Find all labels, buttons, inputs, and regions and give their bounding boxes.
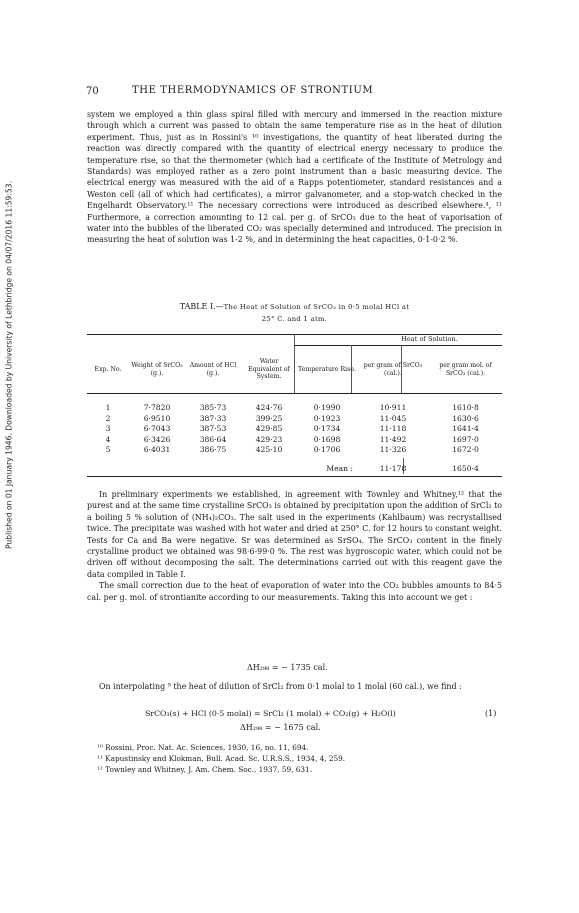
- cell: 4: [105, 434, 111, 444]
- table-span-row: [87, 334, 502, 346]
- equation-delta-h-1: ΔH₂₉₈ = − 1735 cal.: [247, 663, 328, 672]
- cell: 7·7820: [143, 403, 171, 412]
- paragraph-2: [87, 489, 502, 603]
- table-caption-label: TABLE I.—: [179, 302, 224, 311]
- mean-label: Mean :: [326, 463, 353, 473]
- equation-delta-h-2: ΔH₂₉₈ = − 1675 cal.: [240, 723, 321, 732]
- table-header-row: [87, 346, 502, 393]
- footnote-10: ¹⁰ Rossini, Proc. Nat. Ac. Sciences, 1930, 16, no. 11, 694.: [97, 743, 309, 752]
- mean-per-mol: 1650·4: [452, 463, 479, 473]
- paragraph-1: [87, 109, 502, 246]
- paragraph-2-text: In preliminary experiments we established, in agreement with Townley and Whitney,¹² that the purest and at the same time crystalline SrCO₃ is obtained by precipitation upon the addition of SrCl₂ to a boiling 5 % solution of (NH₄)₂CO₃. The salt used in the experiments (Kahlbaum) was recrystallised twice. The precipitate was washed with hot water and dried at 250° C. for 12 hours to constant weight. Tests for Ca and Ba were negative. Sr was determined as SrSO₄. The SrCO₃ content in the finely crystalline product we obtained was 98·6-99·0 %. The rest was hygroscopic water, which could not be driven off without decomposing the salt. The determinations carried out with this reagent gave the data compiled in Table I.: [87, 490, 502, 579]
- span-header: Heat of Solution.: [401, 335, 458, 344]
- table-caption-text: The Heat of Solution of SrCO₃ in 0·5 molal HCl at: [223, 303, 410, 311]
- table-row: [87, 445, 502, 456]
- col-header: per gram of SrCO₃ (cal.).: [363, 362, 423, 377]
- col-header: per gram mol. of SrCO₃ (cal.).: [439, 362, 492, 377]
- col-header: Temperature Rise.: [298, 365, 356, 373]
- col-header: Exp. No.: [94, 365, 122, 373]
- cell: 385·73: [199, 403, 227, 412]
- cell: 11·045: [379, 413, 407, 423]
- cell: 386·75: [199, 445, 227, 455]
- cell: 0·1698: [313, 434, 341, 444]
- col-header: Weight of SrCO₃ (g.).: [131, 362, 183, 377]
- table-row: [87, 435, 502, 446]
- table-row: [87, 403, 502, 414]
- cell: 5: [105, 445, 111, 455]
- paragraph-4: [87, 681, 502, 692]
- table-row: [87, 414, 502, 425]
- table-mean-row: [87, 464, 502, 475]
- table-caption: [87, 301, 502, 325]
- cell: 1630·6: [452, 413, 479, 423]
- cell: 10·911: [379, 403, 407, 412]
- cell: 11·492: [379, 434, 407, 444]
- cell: 6·4031: [143, 445, 171, 455]
- cell: 425·10: [255, 445, 283, 455]
- col-header: Amount of HCl (g.).: [189, 362, 237, 377]
- running-head: THE THERMODYNAMICS OF STRONTIUM: [132, 85, 374, 96]
- table-bottom-rule: [87, 476, 502, 477]
- cell: 1: [105, 403, 111, 412]
- cell: 386·64: [199, 434, 227, 444]
- cell: 1610·8: [452, 403, 479, 412]
- heat-of-solution-table: [87, 334, 502, 475]
- cell: 399·25: [255, 413, 283, 423]
- paragraph-3-text: The small correction due to the heat of evaporation of water into the CO₂ bubbles amounts to 84·5 cal. per g. mol. of strontianite according to our measurements. Taking this into account we get :: [87, 581, 502, 602]
- watermark-text: Published on 01 January 1946. Downloaded by University of Lethbridge on 04/07/2016 11:59:53.: [4, 180, 14, 550]
- cell: 387·33: [199, 413, 227, 423]
- table-row: [87, 424, 502, 435]
- paragraph-1-text: system we employed a thin glass spiral filled with mercury and immersed in the reaction mixture through which a current was passed to obtain the same temperature rise as in the heat of dilution experiment. Thus, just as in Rossini's ¹⁰ investigations, the quantity of heat liberated during the reaction was directly compared with the quantity of electrical energy necessary to produce the temperature rise, so that the thermometer (which had a certificate of the Institute of Metrology and Standards) was employed rather as a zero point instrument than a basic measuring device. The electrical energy was measured with the aid of a Rapps potentiometer, standard resistances and a Weston cell (all of which had certificates), a mirror galvanometer, and a stop-watch checked in the Engelhardt Observatory.¹¹ The necessary corrections were introduced as described elsewhere.⁴, ¹¹ Furthermore, a correction amounting to 12 cal. per g. of SrCO₃ due to the heat of vaporisation of water into the bubbles of the liberated CO₂ was specially determined and introduced. The precision in measuring the heat of solution was 1-2 %, and in determining the heat capacities, 0·1-0·2 %.: [87, 110, 502, 245]
- cell: 6·9510: [143, 413, 171, 423]
- cell: 3: [105, 424, 111, 434]
- cell: 6·3426: [143, 434, 171, 444]
- mean-per-gram: 11·178: [379, 463, 407, 473]
- paragraph-4-text: On interpolating ⁹ the heat of dilution of SrCl₂ from 0·1 molal to 1 molal (60 cal.), we find :: [99, 682, 462, 691]
- cell: 6·7043: [143, 424, 171, 434]
- cell: 0·1923: [313, 413, 341, 423]
- cell: 1641·4: [452, 424, 479, 434]
- page-number: 70: [86, 86, 99, 97]
- cell: 0·1734: [313, 424, 341, 434]
- cell: 429·23: [255, 434, 283, 444]
- equation-number: (1): [485, 709, 497, 718]
- cell: 11·326: [379, 445, 407, 455]
- table-caption-line2: 25° C. and 1 atm.: [261, 315, 328, 323]
- footnote-12: ¹² Townley and Whitney, J. Am. Chem. Soc., 1937, 59, 631.: [97, 765, 313, 774]
- cell: 387·53: [199, 424, 227, 434]
- cell: 0·1706: [313, 445, 341, 455]
- cell: 11·118: [379, 424, 407, 434]
- cell: 2: [105, 413, 111, 423]
- download-watermark: [3, 130, 15, 600]
- footnote-11: ¹¹ Kapustinsky and Klokman, Bull. Acad. Sc. U.R.S.S., 1934, 4, 259.: [97, 754, 346, 763]
- cell: 424·76: [255, 403, 283, 412]
- col-header: Water Equivalent of System.: [248, 358, 290, 381]
- cell: 1672·0: [452, 445, 479, 455]
- cell: 429·85: [255, 424, 283, 434]
- cell: 0·1990: [313, 403, 341, 412]
- cell: 1697·0: [452, 434, 479, 444]
- reaction-equation: SrCO₃(s) + HCl (0·5 molal) = SrCl₂ (1 molal) + CO₂(g) + H₂O(l): [145, 709, 396, 718]
